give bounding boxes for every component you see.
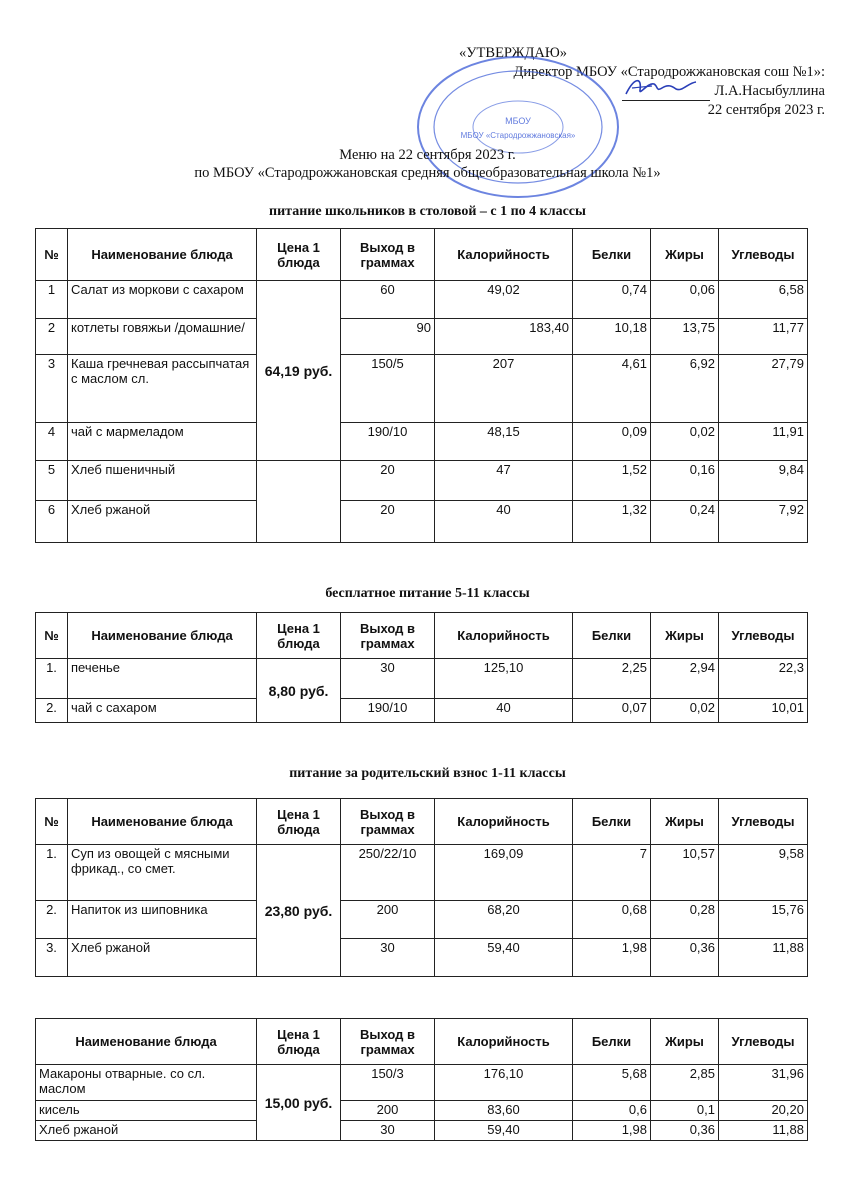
- row-proteins: 0,6: [573, 1101, 651, 1121]
- row-num: 1.: [36, 845, 68, 901]
- header-weight: Выход в граммах: [341, 799, 435, 845]
- row-carbs: 27,79: [719, 355, 808, 423]
- row-weight: 200: [341, 1101, 435, 1121]
- header-price: Цена 1 блюда: [257, 799, 341, 845]
- header-carbs: Углеводы: [719, 799, 808, 845]
- row-fats: 10,57: [651, 845, 719, 901]
- row-fats: 13,75: [651, 319, 719, 355]
- row-price-empty: [257, 461, 341, 501]
- row-calories: 49,02: [435, 281, 573, 319]
- row-carbs: 9,84: [719, 461, 808, 501]
- row-weight: 200: [341, 901, 435, 939]
- header-carbs: Углеводы: [719, 229, 808, 281]
- table-row: [36, 659, 808, 699]
- row-proteins: 10,18: [573, 319, 651, 355]
- row-dish-name: чай с сахаром: [68, 699, 257, 723]
- row-num: 2: [36, 319, 68, 355]
- header-name: Наименование блюда: [36, 1019, 257, 1065]
- table-row: [36, 939, 808, 977]
- row-carbs: 6,58: [719, 281, 808, 319]
- table-row: [36, 501, 808, 543]
- row-fats: 0,02: [651, 423, 719, 461]
- row-weight: 190/10: [341, 423, 435, 461]
- header-name: Наименование блюда: [68, 799, 257, 845]
- row-fats: 0,28: [651, 901, 719, 939]
- header-proteins: Белки: [573, 1019, 651, 1065]
- row-proteins: 1,98: [573, 1121, 651, 1141]
- row-carbs: 7,92: [719, 501, 808, 543]
- table-row: [36, 1065, 808, 1101]
- row-num: 3: [36, 355, 68, 423]
- section2-caption: бесплатное питание 5-11 классы: [325, 586, 530, 601]
- row-proteins: 5,68: [573, 1065, 651, 1101]
- menu-table-extra: [35, 1018, 808, 1141]
- row-calories: 47: [435, 461, 573, 501]
- header-price: Цена 1 блюда: [257, 613, 341, 659]
- row-price: 23,80 руб.: [257, 845, 341, 977]
- row-proteins: 2,25: [573, 659, 651, 699]
- row-dish-name: котлеты говяжьи /домашние/: [68, 319, 257, 355]
- row-dish-name: Напиток из шиповника: [68, 901, 257, 939]
- header-calories: Калорийность: [435, 229, 573, 281]
- signature-line: [622, 86, 710, 101]
- signature-icon: [622, 74, 702, 100]
- table-header-row: [36, 799, 808, 845]
- row-proteins: 0,68: [573, 901, 651, 939]
- row-price: 15,00 руб.: [257, 1065, 341, 1141]
- row-weight: 60: [341, 281, 435, 319]
- row-price: 64,19 руб.: [257, 281, 341, 461]
- section3-caption: питание за родительский взнос 1-11 классы: [289, 766, 566, 781]
- header-calories: Калорийность: [435, 799, 573, 845]
- row-dish-name: Макароны отварные. со сл. маслом: [36, 1065, 257, 1101]
- table-header-row: [36, 1019, 808, 1065]
- svg-text:МБОУ «Стародрожжановская»: МБОУ «Стародрожжановская»: [460, 131, 576, 140]
- header-price: Цена 1 блюда: [257, 229, 341, 281]
- row-proteins: 4,61: [573, 355, 651, 423]
- row-num: 3.: [36, 939, 68, 977]
- row-calories: 59,40: [435, 939, 573, 977]
- row-dish-name: Хлеб ржаной: [36, 1121, 257, 1141]
- row-calories: 68,20: [435, 901, 573, 939]
- row-dish-name: печенье: [68, 659, 257, 699]
- approval-position: Директор МБОУ «Стародрожжановская сош №1»:: [513, 64, 825, 80]
- svg-text:МБОУ: МБОУ: [505, 116, 531, 126]
- row-dish-name: чай с мармеладом: [68, 423, 257, 461]
- row-weight: 150/3: [341, 1065, 435, 1101]
- row-calories: 59,40: [435, 1121, 573, 1141]
- row-weight: 20: [341, 501, 435, 543]
- row-carbs: 31,96: [719, 1065, 808, 1101]
- row-dish-name: кисель: [36, 1101, 257, 1121]
- row-num: 1.: [36, 659, 68, 699]
- document-title: Меню на 22 сентября 2023 г.: [339, 147, 516, 163]
- row-num: 2.: [36, 901, 68, 939]
- row-calories: 83,60: [435, 1101, 573, 1121]
- row-price: 8,80 руб.: [257, 659, 341, 723]
- row-weight: 30: [341, 939, 435, 977]
- table-row: [36, 1101, 808, 1121]
- row-price-empty: [257, 501, 341, 543]
- row-dish-name: Каша гречневая рассыпчатая с маслом сл.: [68, 355, 257, 423]
- table-row: [36, 845, 808, 901]
- approval-heading: «УТВЕРЖДАЮ»: [459, 45, 567, 61]
- row-fats: 0,16: [651, 461, 719, 501]
- row-weight: 250/22/10: [341, 845, 435, 901]
- row-calories: 40: [435, 699, 573, 723]
- row-fats: 0,1: [651, 1101, 719, 1121]
- row-num: 4: [36, 423, 68, 461]
- row-proteins: 0,07: [573, 699, 651, 723]
- row-proteins: 1,98: [573, 939, 651, 977]
- row-num: 1: [36, 281, 68, 319]
- row-fats: 0,36: [651, 1121, 719, 1141]
- row-dish-name: Хлеб ржаной: [68, 501, 257, 543]
- table-row: [36, 1121, 808, 1141]
- row-fats: 6,92: [651, 355, 719, 423]
- table-header-row: [36, 229, 808, 281]
- row-calories: 125,10: [435, 659, 573, 699]
- table-row: [36, 355, 808, 423]
- row-proteins: 0,09: [573, 423, 651, 461]
- row-num: 5: [36, 461, 68, 501]
- row-carbs: 20,20: [719, 1101, 808, 1121]
- row-fats: 2,94: [651, 659, 719, 699]
- row-proteins: 1,52: [573, 461, 651, 501]
- row-carbs: 22,3: [719, 659, 808, 699]
- row-calories: 40: [435, 501, 573, 543]
- row-fats: 0,06: [651, 281, 719, 319]
- row-fats: 0,36: [651, 939, 719, 977]
- table-row: [36, 319, 808, 355]
- row-calories: 183,40: [435, 319, 573, 355]
- row-weight: 150/5: [341, 355, 435, 423]
- row-calories: 207: [435, 355, 573, 423]
- header-weight: Выход в граммах: [341, 229, 435, 281]
- header-carbs: Углеводы: [719, 613, 808, 659]
- row-proteins: 1,32: [573, 501, 651, 543]
- section1-caption: питание школьников в столовой – с 1 по 4 классы: [269, 204, 586, 219]
- menu-table-paid-1-11: [35, 798, 808, 977]
- header-weight: Выход в граммах: [341, 613, 435, 659]
- header-proteins: Белки: [573, 613, 651, 659]
- approval-date: 22 сентября 2023 г.: [707, 102, 825, 118]
- header-fats: Жиры: [651, 229, 719, 281]
- official-stamp: [413, 52, 623, 207]
- table-row: [36, 901, 808, 939]
- row-fats: 0,24: [651, 501, 719, 543]
- row-proteins: 0,74: [573, 281, 651, 319]
- row-carbs: 15,76: [719, 901, 808, 939]
- row-carbs: 10,01: [719, 699, 808, 723]
- row-carbs: 11,88: [719, 1121, 808, 1141]
- header-num: №: [36, 799, 68, 845]
- row-weight: 190/10: [341, 699, 435, 723]
- header-weight: Выход в граммах: [341, 1019, 435, 1065]
- row-carbs: 11,91: [719, 423, 808, 461]
- row-dish-name: Хлеб пшеничный: [68, 461, 257, 501]
- header-fats: Жиры: [651, 613, 719, 659]
- table-row: [36, 699, 808, 723]
- row-calories: 169,09: [435, 845, 573, 901]
- row-carbs: 11,77: [719, 319, 808, 355]
- row-dish-name: Хлеб ржаной: [68, 939, 257, 977]
- row-weight: 30: [341, 659, 435, 699]
- header-fats: Жиры: [651, 1019, 719, 1065]
- table-row: [36, 423, 808, 461]
- header-name: Наименование блюда: [68, 229, 257, 281]
- header-price: Цена 1 блюда: [257, 1019, 341, 1065]
- row-dish-name: Салат из моркови с сахаром: [68, 281, 257, 319]
- row-num: 6: [36, 501, 68, 543]
- header-fats: Жиры: [651, 799, 719, 845]
- row-weight: 90: [341, 319, 435, 355]
- header-proteins: Белки: [573, 799, 651, 845]
- document-title-block: [0, 146, 855, 182]
- header-calories: Калорийность: [435, 1019, 573, 1065]
- row-weight: 30: [341, 1121, 435, 1141]
- row-calories: 176,10: [435, 1065, 573, 1101]
- approval-name: Л.А.Насыбуллина: [714, 83, 825, 99]
- header-calories: Калорийность: [435, 613, 573, 659]
- header-carbs: Углеводы: [719, 1019, 808, 1065]
- row-carbs: 9,58: [719, 845, 808, 901]
- row-carbs: 11,88: [719, 939, 808, 977]
- row-fats: 2,85: [651, 1065, 719, 1101]
- row-dish-name: Суп из овощей с мясными фрикад., со смет.: [68, 845, 257, 901]
- table-header-row: [36, 613, 808, 659]
- row-proteins: 7: [573, 845, 651, 901]
- row-num: 2.: [36, 699, 68, 723]
- menu-table-grades-1-4: [35, 228, 808, 543]
- row-calories: 48,15: [435, 423, 573, 461]
- header-num: №: [36, 613, 68, 659]
- header-num: №: [36, 229, 68, 281]
- table-row: [36, 281, 808, 319]
- menu-table-free-5-11: [35, 612, 808, 723]
- table-row: [36, 461, 808, 501]
- row-weight: 20: [341, 461, 435, 501]
- header-name: Наименование блюда: [68, 613, 257, 659]
- document-subtitle: по МБОУ «Стародрожжановская средняя общеобразовательная школа №1»: [194, 165, 661, 181]
- header-proteins: Белки: [573, 229, 651, 281]
- row-fats: 0,02: [651, 699, 719, 723]
